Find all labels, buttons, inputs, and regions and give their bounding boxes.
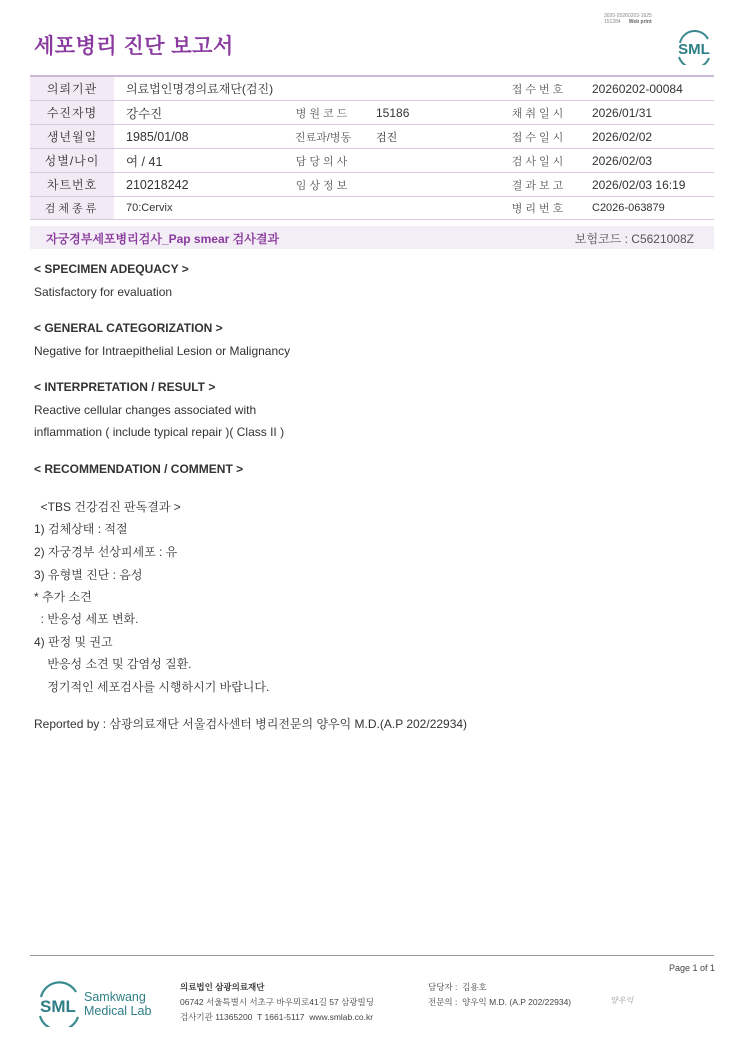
info-row [30, 197, 714, 220]
print-meta [604, 13, 652, 25]
value-result-report: 2026/02/03 16:19 [580, 173, 714, 197]
samkwang-logo [38, 981, 168, 1027]
interpretation-line-2: inflammation ( include typical repair )( Class II ) [34, 425, 285, 439]
value-specimen-type: 70:Cervix [114, 197, 498, 220]
footer-contact: 검사기관 11365200 T 1661-5117 www.smlab.co.kr [180, 1012, 374, 1022]
label-department: 진료과/병동 [282, 125, 364, 149]
interpretation-line-1: Reactive cellular changes associated with [34, 403, 257, 417]
patient-info-table [30, 75, 714, 220]
label-pathology-no: 병리번호 [498, 197, 580, 220]
comment-line: 3) 유형별 진단 : 음성 [34, 568, 143, 582]
comment-line: 1) 검체상태 : 적절 [34, 522, 128, 536]
specimen-adequacy-text: Satisfactory for evaluation [34, 285, 173, 299]
comment-line: 4) 판정 및 권고 [34, 635, 113, 649]
web-print-label: Web print [628, 19, 652, 25]
label-requesting-org: 의뢰기관 [30, 76, 114, 101]
comment-line: 반응성 소견 및 감염성 질환. [34, 657, 192, 671]
print-meta-id: 3020-20260203-1625 [604, 13, 652, 19]
value-birth-date: 1985/01/08 [114, 125, 282, 149]
comment-line: : 반응성 세포 변화. [34, 612, 139, 626]
label-chart-no: 차트번호 [30, 173, 114, 197]
label-patient-name: 수진자명 [30, 101, 114, 125]
section-specimen-adequacy: < SPECIMEN ADEQUACY > [34, 262, 189, 276]
report-title: 세포병리 진단 보고서 [34, 35, 234, 58]
comment-line: 정기적인 세포검사를 시행하시기 바랍니다. [34, 680, 270, 694]
comment-line: 2) 자궁경부 선상피세포 : 유 [34, 545, 178, 559]
info-row [30, 149, 714, 173]
signature: 양우익 [610, 996, 634, 1005]
label-test-date: 검사일시 [498, 149, 580, 173]
info-row [30, 76, 714, 101]
label-clinical-info: 임상정보 [282, 173, 364, 197]
label-result-report: 결과보고 [498, 173, 580, 197]
value-collection-date: 2026/01/31 [580, 101, 714, 125]
section-general-categorization: < GENERAL CATEGORIZATION > [34, 321, 223, 335]
sml-logo-text: SML [678, 41, 710, 58]
value-test-date: 2026/02/03 [580, 149, 714, 173]
insurance-code: 보험코드 : C5621008Z [574, 232, 694, 246]
footer-divider [30, 955, 714, 956]
info-row [30, 173, 714, 197]
value-department: 검진 [364, 125, 498, 149]
value-sex-age: 여 / 41 [114, 149, 282, 173]
label-sex-age: 성별/나이 [30, 149, 114, 173]
print-meta-line2: 151284 Web print [604, 19, 652, 25]
value-receipt-date: 2026/02/02 [580, 125, 714, 149]
reported-by: Reported by : 삼광의료재단 서울검사센터 병리전문의 양우익 M.D.(A.P 202/22934) [34, 717, 468, 731]
section-interpretation: < INTERPRETATION / RESULT > [34, 380, 216, 394]
label-receipt-no: 접수번호 [498, 76, 580, 101]
samkwang-logo-mark: SML [40, 997, 76, 1016]
section-recommendation: < RECOMMENDATION / COMMENT > [34, 462, 244, 476]
footer-org-name: 의료법인 삼광의료재단 [180, 982, 265, 992]
exam-title: 자궁경부세포병리검사_Pap smear 검사결과 [46, 232, 280, 246]
value-chart-no: 210218242 [114, 173, 282, 197]
label-birth-date: 생년월일 [30, 125, 114, 149]
value-clinical-info [364, 173, 498, 197]
value-requesting-org: 의료법인명경의료재단(검진) [114, 76, 498, 101]
info-row [30, 125, 714, 149]
value-receipt-no: 20260202-00084 [580, 76, 714, 101]
samkwang-logo-name-2: Medical Lab [84, 1004, 152, 1018]
label-hospital-code: 병원코드 [282, 101, 364, 125]
comment-line: * 추가 소견 [34, 590, 92, 604]
label-specimen-type: 검체종류 [30, 197, 114, 220]
samkwang-logo-name-1: Samkwang [84, 990, 146, 1004]
footer-address: 06742 서울특별시 서초구 바우뫼로41길 57 삼광빌딩 [180, 997, 374, 1007]
label-doctor: 담당의사 [282, 149, 364, 173]
label-receipt-date: 접수일시 [498, 125, 580, 149]
sml-logo [674, 27, 714, 65]
value-patient-name: 강수진 [114, 101, 282, 125]
value-pathology-no: C2026-063879 [580, 197, 714, 220]
footer-staff-person: 담당자 : 김용호 [428, 982, 487, 992]
label-collection-date: 채취일시 [498, 101, 580, 125]
footer-pathologist: 전문의 : 양우익 M.D. (A.P 202/22934) [428, 997, 572, 1007]
info-row [30, 101, 714, 125]
general-categorization-text: Negative for Intraepithelial Lesion or Malignancy [34, 344, 291, 358]
comment-line: <TBS 건강검진 판독결과 > [34, 500, 181, 514]
value-hospital-code: 15186 [364, 101, 498, 125]
value-doctor [364, 149, 498, 173]
page-number: Page 1 of 1 [669, 963, 716, 973]
